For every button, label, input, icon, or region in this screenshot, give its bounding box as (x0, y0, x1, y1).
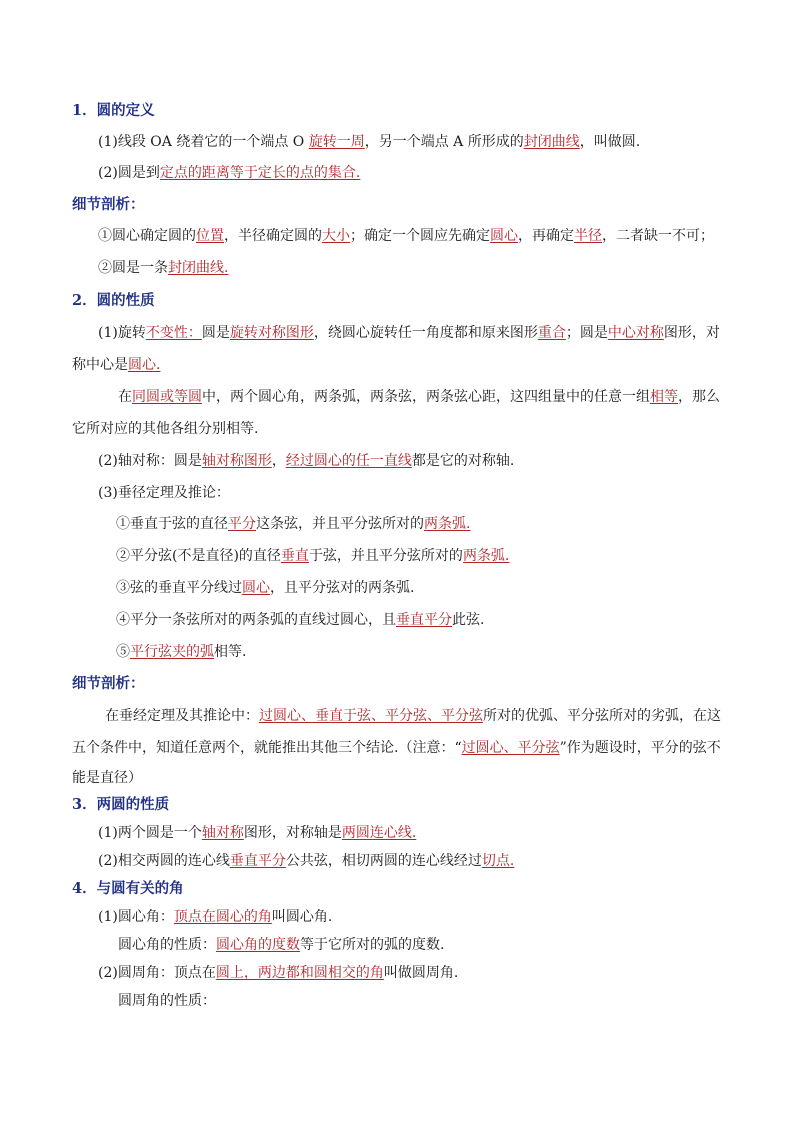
highlight: 垂直平分 (229, 853, 286, 869)
text: 所对的优弧、平分弦所对的劣弧，在这 (483, 708, 721, 724)
highlight: 不变性： (145, 325, 202, 341)
s3-paragraph-1 (0, 823, 794, 843)
s2-detail-title: 细节剖析： (72, 675, 145, 692)
s1-paragraph-1 (0, 132, 794, 152)
text: ，叫做圆. (579, 134, 641, 150)
text: 叫圆心角. (271, 909, 333, 925)
text: ， (271, 453, 286, 469)
text: 此弦. (452, 612, 485, 628)
s1-detail-1 (0, 226, 794, 246)
highlight: 两圆连心线. (341, 825, 417, 841)
text: 在垂经定理及其推论中： (105, 708, 259, 724)
text: ，且平分弦对的两条弧. (270, 580, 415, 596)
highlight: 定点的距离等于定长的点的集合. (159, 165, 361, 181)
section-3-title: 3．两圆的性质 (72, 796, 170, 813)
text: ，二者缺一不可； (602, 228, 714, 244)
highlight: 位置 (196, 228, 224, 244)
s2-paragraph-1c (0, 387, 794, 407)
s4-paragraph-1 (0, 907, 794, 927)
highlight: 两条弧. (462, 548, 510, 564)
highlight: 中心对称 (607, 325, 664, 341)
text: (1)旋转 (98, 325, 146, 341)
highlight: 圆心角的度数 (216, 937, 300, 953)
s1-detail-title: 细节剖析： (72, 196, 145, 213)
text: (1)圆心角： (98, 909, 174, 925)
s4-paragraph-1b (0, 935, 794, 955)
s2-paragraph-1-cont (0, 355, 794, 375)
text: ，那么 (678, 389, 720, 405)
text: (2)圆是到 (98, 165, 160, 181)
text: ，绕圆心旋转任一角度都和原来图形 (313, 325, 538, 341)
text: ，半径确定圆的 (224, 228, 322, 244)
text: 图形，对 (663, 325, 720, 341)
highlight: 过圆心、垂直于弦、平分弦、平分弦 (259, 708, 483, 724)
highlight: 同圆或等圆 (132, 389, 202, 405)
text: 相等. (214, 644, 247, 660)
section-1-title: 1．圆的定义 (72, 102, 155, 119)
highlight: 重合 (537, 325, 566, 341)
text: ”作为题设时，平分的弦不 (559, 740, 721, 756)
text: ，再确定 (518, 228, 574, 244)
section-2-title: 2．圆的性质 (72, 292, 155, 309)
text: 公共弦，相切两圆的连心线经过 (285, 853, 482, 869)
highlight: 平行弦夹的弧 (130, 644, 214, 660)
s2-theorem-2 (0, 546, 794, 566)
text: ；圆是 (565, 325, 608, 341)
s2-theorem-5 (0, 642, 794, 662)
highlight: 旋转对称图形 (229, 325, 314, 341)
s4-paragraph-2b: 圆周角的性质： (118, 993, 216, 1009)
s2-theorem-3 (0, 578, 794, 598)
highlight: 圆心. (128, 357, 161, 373)
text: (1)两个圆是一个 (98, 825, 202, 841)
s3-paragraph-2 (0, 851, 794, 871)
s2-paragraph-2 (0, 451, 794, 471)
s2-paragraph-3: (3)垂径定理及推论： (98, 485, 230, 501)
highlight: 轴对称 (201, 825, 244, 841)
text: 图形，对称轴是 (243, 825, 342, 841)
text: 称中心是 (72, 357, 128, 373)
s2-note-3: 能是直径） (72, 770, 142, 786)
text: ②圆是一条 (98, 260, 168, 276)
text: ①圆心确定圆的 (98, 228, 196, 244)
highlight: 垂直 (280, 548, 309, 564)
section-4-title: 4．与圆有关的角 (72, 880, 184, 897)
highlight: 大小 (322, 228, 350, 244)
highlight: 相等 (650, 389, 678, 405)
highlight: 轴对称图形 (201, 453, 272, 469)
highlight: 过圆心、平分弦 (461, 740, 560, 756)
text: ；确定一个圆应先确定 (350, 228, 490, 244)
text: 在 (118, 389, 132, 405)
text: (2)轴对称：圆是 (98, 453, 202, 469)
text: 圆心角的性质： (118, 937, 216, 953)
highlight: 顶点在圆心的角 (173, 909, 272, 925)
text: 中，两个圆心角，两条弧，两条弦，两条弦心距，这四组量中的任意一组 (202, 389, 650, 405)
highlight: 半径 (574, 228, 602, 244)
text: (1)线段 OA 绕着它的一个端点 O (98, 134, 309, 150)
highlight: 经过圆心的任一直线 (285, 453, 412, 469)
s1-detail-2 (0, 258, 794, 278)
text: ①垂直于弦的直径 (116, 516, 228, 532)
highlight: 圆上，两边都和圆相交的角 (215, 965, 384, 981)
highlight: 圆心 (242, 580, 270, 596)
s2-note-2 (0, 738, 794, 758)
highlight: 切点. (481, 853, 515, 869)
text: 都是它的对称轴. (411, 453, 515, 469)
s2-theorem-1 (0, 514, 794, 534)
s1-paragraph-2 (0, 163, 794, 183)
text: 叫做圆周角. (383, 965, 459, 981)
text: (2)圆周角：顶点在 (98, 965, 216, 981)
text: ⑤ (116, 644, 130, 660)
text: 等于它所对的弧的度数. (300, 937, 445, 953)
text: ④平分一条弦所对的两条弧的直线过圆心，且 (116, 612, 396, 628)
text: 这条弦，并且平分弦所对的 (256, 516, 424, 532)
s2-note-1 (0, 706, 794, 726)
s2-paragraph-1 (0, 323, 794, 343)
text: ③弦的垂直平分线过 (116, 580, 242, 596)
text: 五个条件中，知道任意两个，就能推出其他三个结论.（注意：“ (72, 740, 462, 756)
highlight: 封闭曲线 (523, 134, 580, 150)
highlight: 旋转一周 (308, 134, 365, 150)
highlight: 圆心 (490, 228, 518, 244)
s2-theorem-4 (0, 610, 794, 630)
s4-paragraph-2 (0, 963, 794, 983)
text: (2)相交两圆的连心线 (98, 853, 230, 869)
text: 于弦，并且平分弦所对的 (308, 548, 463, 564)
s2-paragraph-1d: 它所对应的其他各组分别相等. (72, 421, 259, 437)
highlight: 两条弧. (424, 516, 471, 532)
text: ②平分弦(不是直径)的直径 (116, 548, 281, 564)
highlight: 平分 (228, 516, 256, 532)
highlight: 封闭曲线. (168, 260, 229, 276)
text: ，另一个端点 A 所形成的 (364, 134, 524, 150)
text: 圆是 (201, 325, 230, 341)
highlight: 垂直平分 (396, 612, 452, 628)
